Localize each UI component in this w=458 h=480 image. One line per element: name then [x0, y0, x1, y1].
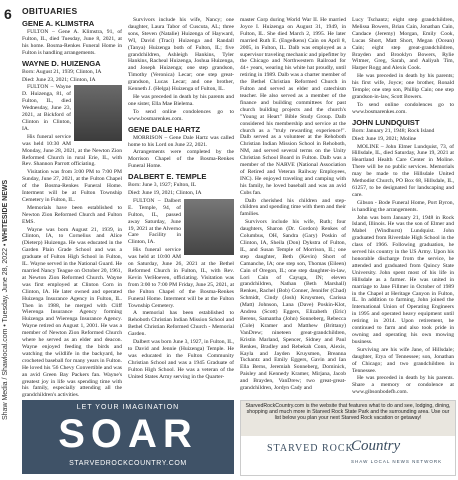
obituary-text: Dalbert was born June 3, 1927, in Fulton, IL, to David and Jennie (Huizenga) Temple. He was educated in the Fulton Community Christian School and was a 1945 Graduate of Fulton High School. He was a veteran of the United States Army serving in the Quarter-	[128, 339, 234, 380]
page-number: 6	[4, 6, 12, 22]
obituary-text: He was preceded in death by his parents and one sister, Ella Mae Bielema.	[128, 93, 234, 107]
column-4	[352, 17, 454, 397]
obituary-text: Gibson - Bode Funeral Home, Port Byron, is handling the arrangements.	[352, 199, 454, 213]
portrait-photo	[74, 85, 122, 141]
death-line: Died: June 23, 2021; Clinton, IA	[22, 76, 96, 83]
obituary-text: Arrangements were completed by the Morrison Chapel of the Bosma-Renkes Funeral Home.	[128, 149, 234, 170]
obituary-text: MOLINE – John Elmer Lundquist, 73, of Hillsdale, IL, died Saturday, June 19, 2021 at Heartland Health Care Center in Moline. There will be no public services. Memorials may be made to the Hillsdale United Methodist Church, PO Box 68, Hillsdale, IL, 61257, to be designated for landscaping and care.	[352, 143, 454, 198]
obituary-text: He was preceded in death by his parents; his first wife, Joyce; one brother, Ronald Temple; one step son, Phillip Cain; one step grandson-in-law, Scott Bowers.	[352, 73, 454, 100]
ad-headline: SOAR	[58, 412, 198, 456]
obituary-text: He was preceded in death by his parents. Share a memory or condolence at www.gibsonbodefh.com.	[352, 375, 454, 396]
obituary-text: FULTON – Wayne D. Huizenga, 81, of Fulton, IL, died Wednesday, June 23, 2021, at Bickford of Clinton in Clinton, IA.	[22, 84, 71, 132]
ad-text-panel	[241, 401, 455, 436]
obituary-text: Survivors include his wife, Nancy; one daughter, Laura Tabor of Cuscuta, AL; three sons, Steven (Natalie) Huizenga of Hayward, WI, David (Traci) Huizenga and Randall (Tanya) Huizenga both of Fulton, IL; five grandchildren, Ashleigh Hankins, Tyler Hankins, Racheal Huizenga, Joshua Huizenga, and Joseph Huizenga; one step grandson, Timothy (Veronica) Lecar; one step great-grandson, Lucas Lecar; and one brother, Kenneth J. (Helga) Huizenga of Fulton, IL.	[128, 17, 234, 93]
obituary-text: His funeral service was held at 10:00 AM on Saturday, June 26, 2021 at the Bethel Reformed Church in Fulton, IL, with Rev. Kevin VerHoeven, officiating. Visitation was from 3:00 to 7:00 PM Friday, June 25, 2021, at the Fulton Chapel of the Bosma-Renkes Funeral Home. Interment will be at the Fulton Township Cemetery.	[128, 247, 234, 309]
page-margin-band	[0, 0, 18, 480]
obituary-text: Survivors include his wife, Ruth; four daughters, Sharon (Dr. Gordon) Renkes of Columbus, OH, Sandra (Gary) Poskin of Clinton, IA, Sheila (Don) Dykstra of Fulton, IL, and Susan Temple of Morrison, IL; one step daughter, Beth (Kevin) Short of Camanche, IA; one step son, Thomas (Eileen) Cain of Oregon, IL; one step daughter-in-law, Lori Cain of Cayuga, IN; eleven grandchildren, Nathan (Beth Marshall) Renkes, Rachel (Bob) Conner, Jennifer (Chad) Schmidt, Cindy (Josh) Kruysmen, Carissa (Matt) Johnson, Lana (Dave) Poskin-Klot, Andrea (Scott) Eggers, Elizabeth (Eric) Berens, Samantha (John) Sonneberg, Rebecca (Cole) Kramer and Matthew (Brittany) VanDrew; nineteen great-grandchildren, Kristin Marland, Spencer, Sidney and Paul Renkes, Bradley and Rebekah Conn, Alexis, Kayla and Jayden Kruysmen, Breanna Tschantz and Emily Eggers, Gavin and Ian Ella Berns, Jeremiah Sonneberg, Dominick, Paisley and Kennedy Kramer, Mirjana, Jacob and Brayden, VanDrew; two great-great-grandchildren, Jordyn Cady and	[240, 219, 346, 392]
portrait-photo	[184, 199, 234, 255]
obituary-name: GENE DALE HARTZ	[128, 124, 201, 134]
obituary-text: master Corp during World War II. He married Joyce I. Huizenga on August 31, 1949, in Fulton, IL. She died March 2, 1995. He later married Ruth E. (Engelkens) Cain on April 8, 2005, in Fulton, IL. Dalb was employed as a supervisor traveling mechanic and pipefitter by the Chicago and Northwestern Railroad for 44+ years, wearing his white hat proudly, until retiring in 1989. Dalb was a charter member of the Bethel Christian Reformed Church in Fulton and served as elder and catechism teacher. He also served as a member of the finance and building committees for past church building projects and the church's "Young at Heart" Bible Study Group. Dalb considered his membership and service at the church as a "truly rewarding experience!". Dalb served as a volunteer at the Rehoboth Christian Indian Mission School in Rehoboth, NM, and served several terms on the Unity Christian School Board in Fulton. Dalb was a member of the NARVE (National Association of Retired and Veteran Railway Employees, INC). He enjoyed traveling and camping with his family, he loved baseball and was an avid Cubs fan.	[240, 17, 346, 196]
obituary-text: Visitation was from 3:00 PM to 7:00 PM Sunday, June 27, 2021, at the Fulton Chapel of the Bosma-Renkes Funeral Home. Interment will be at Fulton Township Cemetery in Fulton, IL.	[22, 169, 122, 203]
obituary-name: WAYNE D. HUIZENGA	[22, 58, 101, 68]
country-logo-script: Country	[351, 438, 401, 454]
obituary-text: FULTON – Dalbert E. Temple, 94, of Fulton, IL, passed away Saturday, June 19, 2021 at the Alverno Care Facility in Clinton, IA.	[128, 197, 181, 246]
obituary-name: GENE A. KLIMSTRA	[22, 19, 95, 28]
newspaper-name: WHITESIDE NEWS	[2, 179, 9, 242]
ad-url[interactable]: STARVEDROCKCOUNTRY.COM	[69, 460, 187, 467]
obituary-text: Memorials have been established to Newton Zion Reformed Church and Fulton EMS.	[22, 204, 122, 225]
column-3	[240, 17, 346, 393]
obituary-text: To send online condolences go to www.bosmarenkes.com.	[128, 108, 234, 122]
death-line: Died: June 19, 2021; Moline	[352, 135, 417, 142]
obituary-name: JOHN LUNDQUIST	[352, 117, 420, 127]
obituary-text: Surviving are his wife Jane, of Hillsdale; daughter, Erya of Tennessee; son, Jonathan of Chicago; and two grandchildren in Tennessee.	[352, 346, 454, 374]
ad-body-text: StarvedRockCountry.com is the website that features what to do and see, lodging, dining, shopping and much more in Starved Rock State Park and the surrounding area. Use our list below you plan your next Starved Rock vacation or getaway!	[245, 403, 451, 422]
ad-tagline: LET YOUR IMAGINATION	[76, 404, 180, 411]
soar-advertisement[interactable]	[22, 400, 234, 474]
death-line: Died: June 19, 2021; Clinton, IA	[128, 190, 202, 197]
obituary-text: MORRISON – Gene Dale Hartz was called home to his Lord on June 22, 2021.	[128, 134, 234, 148]
obituary-text: Lucy Tschantz; eight step grandchildren, Melissa Bowers, Brian Cain, Jonathan Cain, Candace (Jeremy) Morgan, Emily Cook, Lucas Short, Matt Short, Megan (Ocean) Cain; eight step great-grandchildren, Brayden and Brooklyn Bowers, Rylie Witmer, Greg, Sarah, and Aaliyah Tim, Harper Rogg and Alexis Cook.	[352, 17, 454, 72]
section-title: OBITUARIES	[22, 6, 78, 16]
birth-line: Born: January 21, 1948; Rock Island	[352, 127, 435, 134]
starved-rock-logo-text: STARVED ROCK	[267, 443, 354, 454]
obituary-text: To send online condolences go to www.bosmarenkes.com.	[352, 101, 454, 115]
obituary-text: FULTON – Gene A. Klimstra, 91, of Fulton, IL, died Tuesday, June 8, 2021, at his home. Bosma-Renkes Funeral Home in Fulton is handling arrangements.	[22, 29, 122, 56]
running-footer-vertical	[2, 180, 9, 420]
obituary-text: A memorial has been established to Rehoboth Christian Indian Mission School and Bethel Christian Reformed Church - Memorial Garden.	[128, 310, 234, 338]
column-1	[22, 17, 122, 400]
column-2	[128, 17, 234, 382]
obituary-text: John was born January 21, 1948 in Rock Island, Illinois. He was the son of Elmer and Mabel (Windhurst) Lundquist. John graduated from Riverdale High School in the class of 1966. Following graduation, he served his country in the US Army. Upon his honorable discharge from the service, he attended and graduated from Quincy State University. John spent most of his life in Hillsdale as a farmer. He was united in marriage to Jane Fillmer in October of 1989 in the Chapel at Heritage Canyon in Fulton, IL. In addition to farming, John joined the International Union of Operating Engineers in 1995 and operated heavy equipment until retiring in 2014. Upon retirement, he continued to farm and also took pride in owning and operating his own mowing business.	[352, 214, 454, 345]
publisher-text: Shaw Media / Shawlocal.com	[2, 328, 9, 420]
obituary-text: His funeral service was held 10:30 AM Monday, June 28, 2021, at the Newton Zion Reformed Church in rural Erie, IL, with Rev. Shannon Parrott officiating.	[22, 133, 122, 168]
obituary-text: Wayne was born August 21, 1939, in Clinton, IA, to Cornelius and Alice (Dieterp) Huizenga. He was educated in the Garden Plain Grade School and was a graduate of Fulton High School in Fulton, IL. Wayne served in the National Guard. He married Nancy Teague on October 20, 1961, at Newton Zion Reformed Church. Wayne was first employed at Clinton Corn in Clinton, IA. He later owned and operated Huizenga Insurance Agency in Fulton, IL. Then in 1988, he merged with Cliff Wierenga Insurance Agency forming Huizenga and Wierenga Insurance Agency. Wayne retired on August 1, 2001. He was a member of Newton Zion Reformed Church where he served as an elder and deacon. Wayne enjoyed feeding the birds and watching the wildlife in the backyard, he crocheted baseball for many years in Fulton. He loved his '56 Chevy Convertible and was an avid Green Bay Packers fan. Wayne's greatest joy in life was spending time with his family, especially attending all the grandchildren's activities.	[22, 226, 122, 399]
separator: •	[2, 322, 9, 329]
obituary-name: DALBERT E. TEMPLE	[128, 172, 207, 182]
separator: •	[2, 241, 9, 248]
starved-rock-advertisement[interactable]	[240, 400, 456, 476]
birth-line: Born: June 3, 1927; Fulton, IL	[128, 182, 197, 189]
obituary-text: Dalb cherished his children and step-children and spending time with them and their families.	[240, 197, 346, 218]
birth-line: Born: August 21, 1939; Clinton, IA	[22, 68, 102, 75]
issue-date: Tuesday, June 28, 2022	[2, 248, 9, 323]
network-logo-text: SHAW LOCAL NEWS NETWORK	[351, 459, 443, 464]
